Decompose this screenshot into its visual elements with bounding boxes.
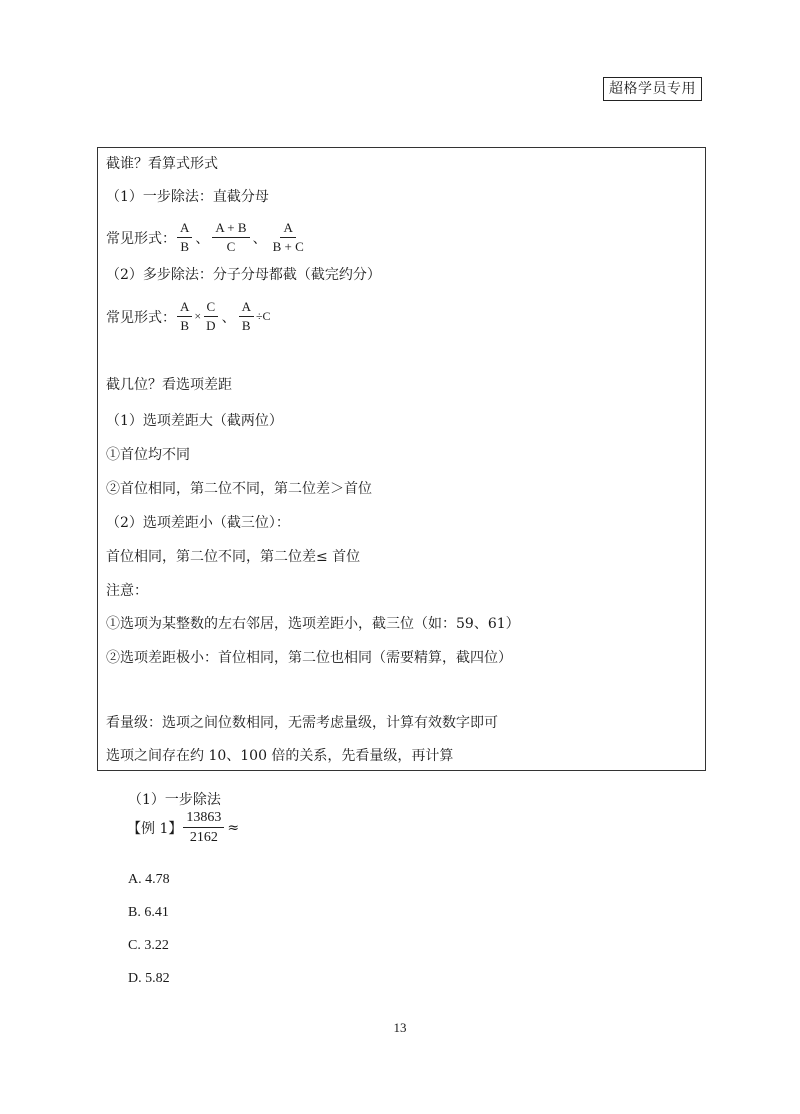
rule-second-digit-gap: ②首位相同，第二位不同，第二位差＞首位: [106, 481, 372, 497]
fraction-numerator: A: [177, 220, 192, 238]
fraction-denominator: B: [241, 318, 251, 333]
separator: 、: [221, 309, 236, 326]
fraction-numerator: A: [177, 299, 192, 317]
fraction-denominator: 2162: [189, 830, 218, 845]
fraction-c-over-d: [203, 299, 218, 334]
student-only-badge: 超格学员专用: [603, 77, 702, 101]
option-b: B. 6.41: [128, 905, 169, 920]
note-neighbors: ①选项为某整数的左右邻居，选项差距小，截三位（如：59、61）: [106, 616, 520, 632]
rule-small-gap: 首位相同，第二位不同，第二位差≤ 首位: [106, 549, 361, 565]
fraction-denominator: B: [180, 239, 190, 254]
fraction-denominator: B: [180, 318, 190, 333]
example-label: 【例 1】: [127, 820, 183, 837]
approx-sign: ≈: [227, 819, 240, 836]
fraction-denominator: D: [206, 318, 216, 333]
fraction-denominator: B + C: [272, 239, 304, 254]
separator: 、: [195, 230, 210, 247]
note-label: 注意：: [106, 583, 148, 599]
fraction-numerator: 13863: [183, 809, 224, 828]
common-forms-label: 常见形式：: [106, 230, 176, 247]
fraction-a-over-b: [239, 299, 254, 334]
separator: 、: [252, 230, 267, 247]
page-number: 13: [393, 1020, 407, 1035]
section-title: （1）一步除法: [128, 792, 221, 808]
note-tiny-gap: ②选项差距极小：首位相同，第二位也相同（需要精算，截四位）: [106, 650, 512, 666]
option-a: A. 4.78: [128, 872, 170, 887]
tips-box: [97, 147, 706, 771]
fraction-a-over-b: [177, 220, 192, 255]
example-fraction: [183, 809, 224, 846]
common-forms-row-1: [106, 220, 308, 255]
item-one-step-division: （1）一步除法：直截分母: [106, 189, 269, 205]
fraction-numerator: C: [204, 299, 219, 317]
fraction-a-over-b-plus-c: [270, 220, 307, 255]
divide-c: ÷C: [255, 309, 271, 323]
rule-first-digits-differ: ①首位均不同: [106, 447, 190, 463]
item-large-gap: （1）选项差距大（截两位）: [106, 413, 283, 429]
magnitude-rule-2: 选项之间存在约 10、100 倍的关系，先看量级，再计算: [106, 748, 454, 764]
common-forms-label: 常见形式：: [106, 309, 176, 326]
fraction-a-plus-b-over-c: [212, 220, 249, 255]
heading-truncate-digits: 截几位？看选项差距: [106, 377, 232, 393]
fraction-a-over-b: [177, 299, 192, 334]
heading-truncate-what: 截谁？看算式形式: [106, 156, 218, 172]
example-1: [127, 809, 239, 846]
fraction-numerator: A: [280, 220, 295, 238]
common-forms-row-2: [106, 299, 272, 334]
fraction-numerator: A: [239, 299, 254, 317]
item-small-gap: （2）选项差距小（截三位）：: [106, 515, 290, 531]
fraction-numerator: A + B: [212, 220, 249, 238]
fraction-denominator: C: [226, 239, 236, 254]
magnitude-rule-1: 看量级：选项之间位数相同，无需考虑量级，计算有效数字即可: [106, 715, 498, 731]
option-c: C. 3.22: [128, 938, 169, 953]
times-sign: ×: [194, 309, 202, 323]
item-multi-step-division: （2）多步除法：分子分母都截（截完约分）: [106, 267, 381, 283]
option-d: D. 5.82: [128, 971, 170, 986]
